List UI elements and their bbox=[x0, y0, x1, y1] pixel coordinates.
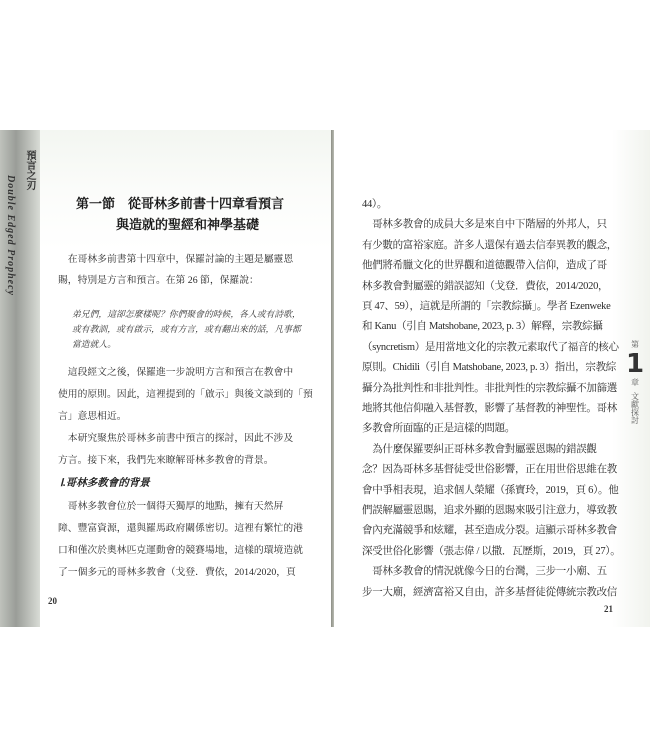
background-line: 了一個多元的哥林多教會（戈登．費依，2014/2020，頁 bbox=[58, 567, 296, 578]
chapter-number: 1 bbox=[625, 349, 645, 379]
body-line: 頁 47、59），這就是所謂的「宗教綜攝」。學者 Ezenweke bbox=[362, 301, 611, 312]
chapter-tab bbox=[625, 340, 645, 424]
quote-line: 或有教訓，或有啟示，或有方言，或有翻出來的話，凡事都 bbox=[72, 324, 301, 334]
body-line: 地將其他信仰融入基督教，影響了基督教的神聖性。哥林 bbox=[362, 403, 617, 414]
subheading: Ⅰ.哥林多教會的背景 bbox=[60, 478, 150, 489]
body-line: 哥林多教會的成員大多是來自中下階層的外邦人，只 bbox=[362, 219, 607, 231]
body-line: 多教會所面臨的正是這樣的問題。 bbox=[362, 423, 515, 435]
body-line: 使用的原則。因此，這裡提到的「啟示」與後文談到的「預 bbox=[58, 389, 313, 400]
chapter-label: 文獻探討 bbox=[630, 392, 640, 424]
quote-line: 弟兄們，這卻怎麼樣呢？你們聚會的時候，各人或有詩歌， bbox=[72, 309, 301, 319]
background-line: 哥林多教會位於一個得天獨厚的地點，擁有天然屏 bbox=[58, 501, 284, 512]
body-line: 攝分為批判性和非批判性。非批判性的宗教綜攝不加篩選 bbox=[362, 382, 617, 394]
body-line: 這段經文之後，保羅進一步說明方言和預言在教會中 bbox=[58, 367, 294, 378]
body-line: 林多教會對屬靈的錯誤認知（戈登．費依，2014/2020， bbox=[362, 280, 609, 292]
body-line: 44）。 bbox=[362, 199, 388, 210]
background-line: 口和僅次於奧林匹克運動會的競賽場地，這樣的環境造就 bbox=[58, 545, 303, 556]
body-line: 有少數的富裕家庭。許多人還保有過去信奉異教的觀念， bbox=[362, 239, 617, 251]
body-line: 深受世俗化影響（張志偉 / 以撒．瓦歷斯，2019，頁 27）。 bbox=[362, 545, 621, 557]
quote-line: 當造就人。 bbox=[72, 339, 116, 349]
body-line: 方言。接下來，我們先來瞭解哥林多教會的背景。 bbox=[58, 455, 274, 466]
body-line: 他們將希臘文化的世界觀和道德觀帶入信仰，造成了哥 bbox=[362, 260, 607, 272]
book-spine bbox=[331, 130, 334, 627]
section-title-line1: 第一節 從哥林多前書十四章看預言 bbox=[76, 197, 285, 212]
intro-line: 賜，特別是方言和預言。在第 26 節，保羅說： bbox=[58, 275, 259, 286]
body-line: 會內充滿競爭和炫耀，甚至造成分裂。這顯示哥林多教會 bbox=[362, 525, 617, 537]
body-line: 和 Kanu（引自 Matshobane, 2023, p. 3）解釋，宗教綜攝 bbox=[362, 321, 603, 333]
body-line: 言」意思相近。 bbox=[58, 411, 127, 422]
body-line: 念？因為哥林多基督徒受世俗影響，正在用世俗思維在教 bbox=[362, 464, 617, 476]
body-line: 為什麼保羅要糾正哥林多教會對屬靈恩賜的錯誤觀 bbox=[362, 443, 597, 455]
body-line: （syncretism）是用當地文化的宗教元素取代了福音的核心 bbox=[362, 341, 619, 353]
page-number-right: 21 bbox=[604, 604, 613, 614]
section-title-line2: 與造就的聖經和神學基礎 bbox=[116, 218, 260, 233]
body-line: 哥林多教會的情況就像今日的台灣，三步一小廟、五 bbox=[362, 566, 607, 578]
body-line: 原則。Chidili（引自 Matshobane, 2023, p. 3）指出，宗教綜 bbox=[362, 362, 616, 374]
page-number-left: 20 bbox=[48, 596, 57, 606]
body-line: 會中爭相表現，追求個人榮耀（孫寶玲，2019，頁 6）。他 bbox=[362, 484, 619, 496]
intro-line: 在哥林多前書第十四章中，保羅討論的主題是屬靈恩 bbox=[58, 254, 294, 265]
series-title-zh: 預言之刃 bbox=[24, 150, 35, 190]
chapter-prefix: 第 bbox=[631, 340, 639, 349]
body-line: 們誤解屬靈恩賜，追求外顯的恩賜來吸引注意力，導致教 bbox=[362, 505, 617, 516]
series-title-en: Double Edged Prophecy bbox=[5, 175, 16, 296]
body-line: 步一大廟，經濟富裕又自由，許多基督徒從傳統宗教改信 bbox=[362, 586, 617, 598]
chapter-suffix: 章 bbox=[631, 378, 639, 387]
background-line: 障、豐富資源，還與羅馬政府關係密切。這裡有繁忙的港 bbox=[58, 523, 303, 534]
body-line: 本研究聚焦於哥林多前書中預言的探討，因此不涉及 bbox=[58, 433, 294, 444]
